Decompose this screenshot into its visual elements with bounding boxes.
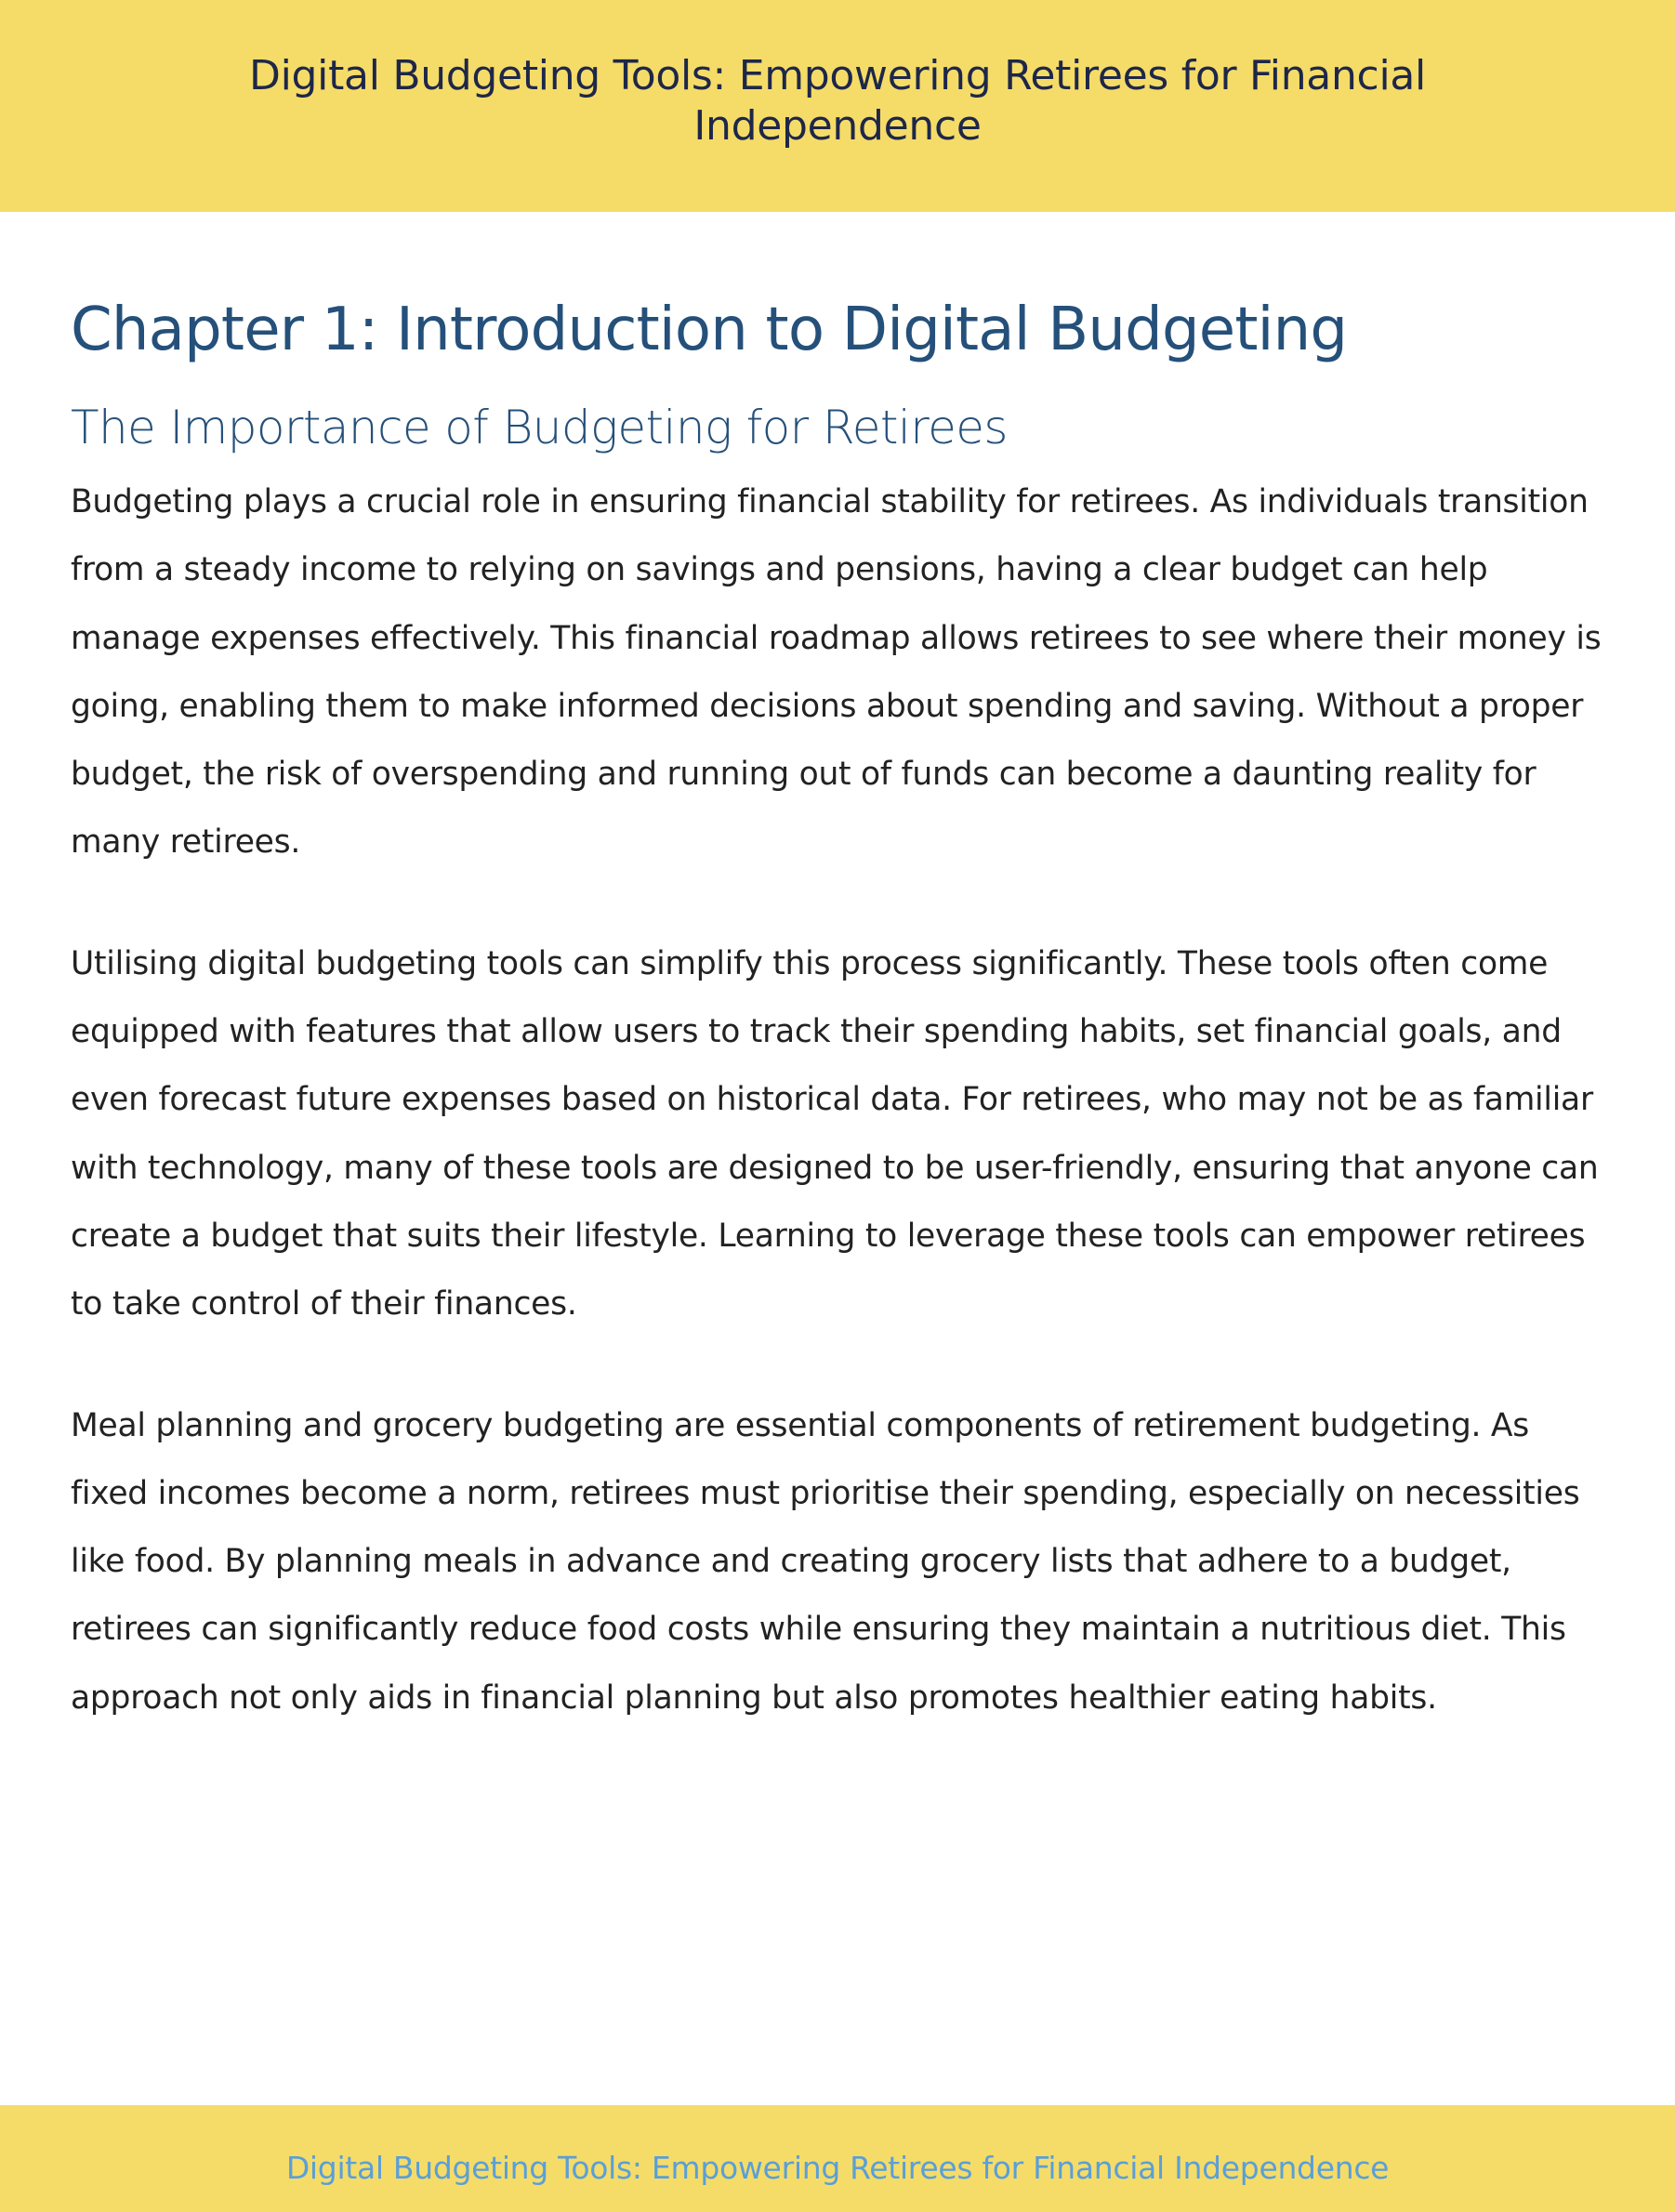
chapter-title: Chapter 1: Introduction to Digital Budgeting [71, 296, 1348, 364]
body-paragraph: Budgeting plays a crucial role in ensuring financial stability for retirees. As individuals transition from a steady income to relying on savings and pensions, having a clear budget can help manage expenses effectively. This financial roadmap allows retirees to see where their money is going, enabling them to make informed decisions about spending and saving. Without a proper budget, the risk of overspending and running out of funds can become a daunting reality for many retirees. [71, 483, 1602, 862]
body-paragraph: Utilising digital budgeting tools can simplify this process significantly. These tools often come equipped with features that allow users to track their spending habits, set financial goals, and even forecast future expenses based on historical data. For retirees, who may not be as familiar with technology, many of these tools are designed to be user-friendly, ensuring that anyone can create a budget that suits their lifestyle. Learning to leverage these tools can empower retirees to take control of their finances. [71, 944, 1599, 1323]
footer-title: Digital Budgeting Tools: Empowering Retirees for Financial Independence [285, 2150, 1390, 2186]
chapter-content [71, 288, 1614, 1732]
body-paragraph: Meal planning and grocery budgeting are essential components of retirement budgeting. As fixed incomes become a norm, retirees must prioritise their spending, especially on necessities like food. By planning meals in advance and creating grocery lists that adhere to a budget, retirees can significantly reduce food costs while ensuring they maintain a nutritious diet. This approach not only aids in financial planning but also promotes healthier eating habits. [71, 1406, 1580, 1717]
book-title: Digital Budgeting Tools: Empowering Retirees for Financial Independence [249, 52, 1426, 150]
page-footer-banner [0, 2105, 1675, 2212]
page-header-banner [0, 0, 1675, 212]
section-title: The Importance of Budgeting for Retirees [71, 401, 1008, 454]
